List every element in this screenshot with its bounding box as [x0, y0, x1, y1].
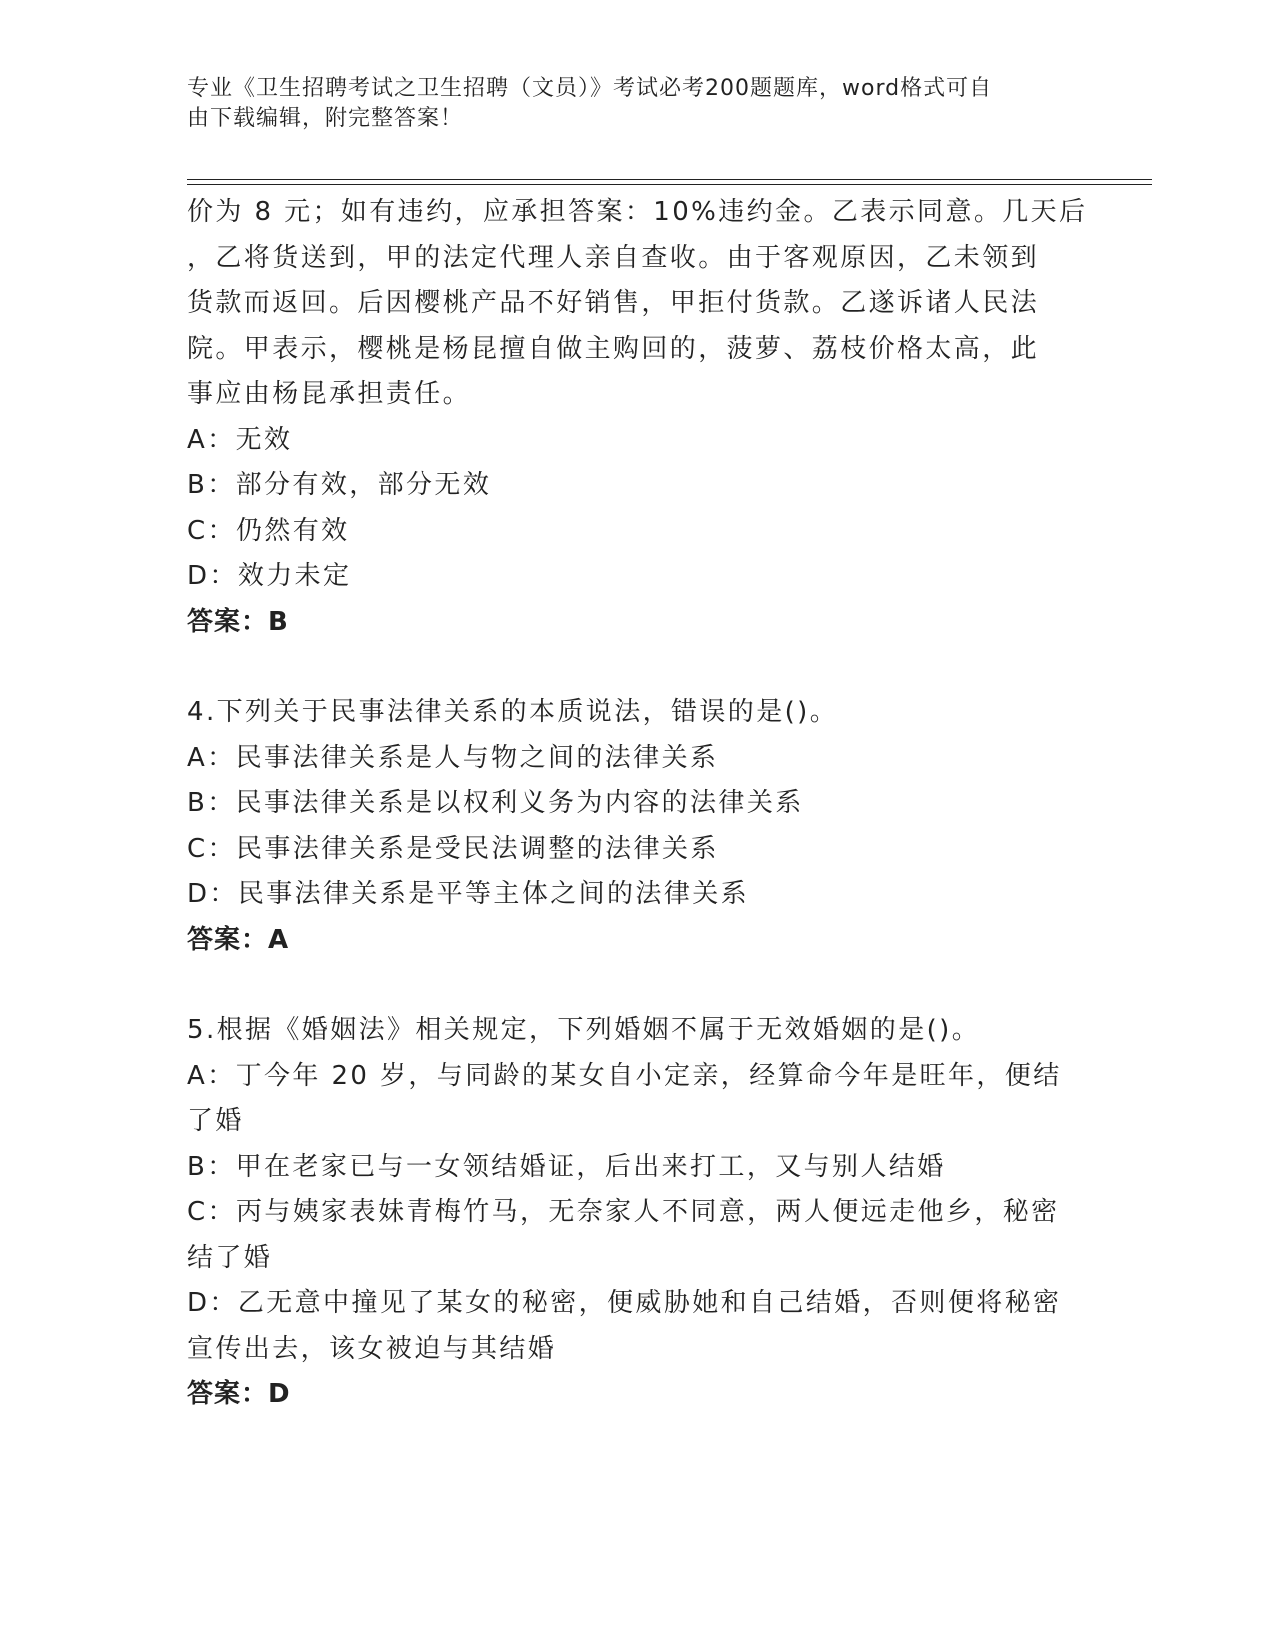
question-5-option-d-line: D：乙无意中撞见了某女的秘密，便威胁她和自己结婚，否则便将秘密: [187, 1288, 1062, 1318]
question-3-option-d: D：效力未定: [187, 561, 352, 591]
question-3-option-c: C：仍然有效: [187, 515, 350, 546]
question-4-option-a: A：民事法律关系是人与物之间的法律关系: [187, 742, 719, 773]
question-5: [187, 1008, 1087, 1418]
question-5-option-a-line: A：丁今年 20 岁，与同龄的某女自小定亲，经算命今年是旺年，便结: [187, 1060, 1062, 1091]
question-4-answer: 答案：A: [187, 924, 290, 955]
question-3-stem-line: ，乙将货送到，甲的法定代理人亲自查收。由于客观原因，乙未领到: [187, 242, 1040, 273]
question-3-stem-line: 事应由杨昆承担责任。: [187, 379, 472, 409]
question-4-option-b: B：民事法律关系是以权利义务为内容的法律关系: [187, 788, 804, 818]
question-5-stem: 5.根据《婚姻法》相关规定，下列婚姻不属于无效婚姻的是()。: [187, 1015, 981, 1045]
question-4: [187, 690, 1087, 963]
question-5-option-c-line: 结了婚: [187, 1242, 273, 1273]
spacer: [187, 645, 1087, 690]
header-title-line-2: 由下载编辑，附完整答案！: [187, 106, 464, 131]
document-header: [187, 74, 1067, 134]
question-3: [187, 190, 1087, 645]
header-title-line-1: 专业《卫生招聘考试之卫生招聘（文员）》考试必考200题题库，word格式可自: [187, 76, 993, 101]
question-3-option-b: B：部分有效，部分无效: [187, 470, 492, 500]
question-5-option-d-line: 宣传出去，该女被迫与其结婚: [187, 1333, 557, 1364]
question-3-stem-line: 价为 8 元；如有违约，应承担答案：10%违约金。乙表示同意。几天后: [187, 197, 1088, 227]
question-3-option-a: A：无效: [187, 424, 293, 455]
question-4-option-d: D：民事法律关系是平等主体之间的法律关系: [187, 879, 750, 909]
question-4-stem: 4.下列关于民事法律关系的本质说法，错误的是()。: [187, 697, 839, 727]
question-3-stem-line: 院。甲表示，樱桃是杨昆擅自做主购回的，菠萝、荔枝价格太高，此: [187, 333, 1040, 364]
header-rule-top: [187, 179, 1152, 180]
header-rule-bottom: [187, 184, 1152, 185]
question-5-option-c-line: C：丙与姨家表妹青梅竹马，无奈家人不同意，两人便远走他乡，秘密: [187, 1197, 1060, 1227]
question-4-option-c: C：民事法律关系是受民法调整的法律关系: [187, 833, 719, 864]
document-body: [187, 190, 1087, 1418]
question-5-answer: 答案：D: [187, 1379, 291, 1409]
question-3-answer: 答案：B: [187, 606, 289, 637]
question-5-option-b: B：甲在老家已与一女领结婚证，后出来打工，又与别人结婚: [187, 1151, 946, 1182]
spacer: [187, 963, 1087, 1008]
question-3-stem-line: 货款而返回。后因樱桃产品不好销售，甲拒付货款。乙遂诉诸人民法: [187, 288, 1040, 318]
question-5-option-a-line: 了婚: [187, 1106, 244, 1136]
